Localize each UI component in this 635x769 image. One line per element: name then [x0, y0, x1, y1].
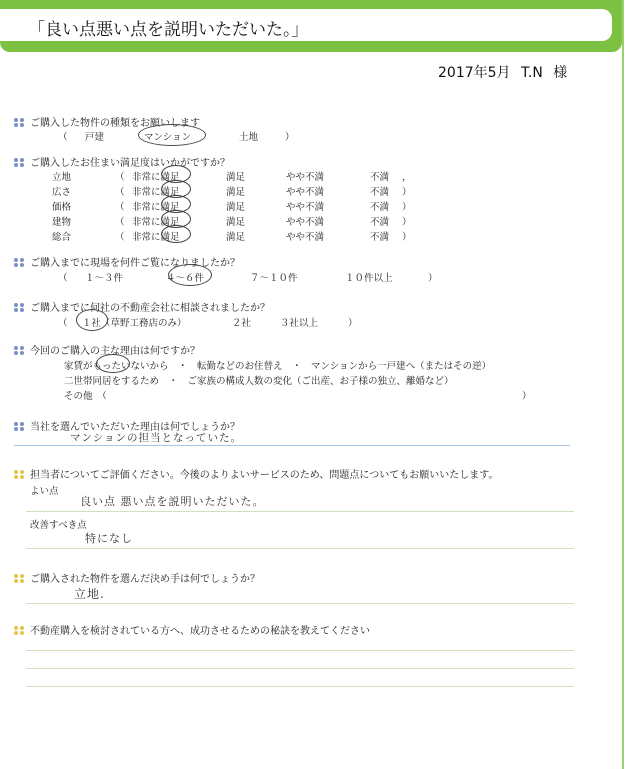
- question-advice: [14, 622, 370, 637]
- question-text: ご購入までに現場を何件ご覧になりましたか？: [30, 258, 240, 269]
- paren-open: （: [115, 202, 125, 213]
- option-very-satisfied: 非常に満足: [132, 172, 180, 183]
- option-dissatisfied: 不満: [370, 217, 390, 228]
- selection-circle: [161, 225, 191, 243]
- reason-options-line-2: 二世帯同居をするため ・ ご家族の構成人数の変化（ご出産、お子様の独立、離婚など）: [64, 376, 454, 387]
- reason-options-line-1: 家賃がもったいないから ・ 転勤などのお住替え ・ マンションから一戸建へ（またはその逆）: [64, 361, 492, 372]
- bullet-icon: [14, 303, 26, 313]
- option-2-companies: ２社: [232, 318, 252, 329]
- question-text: ご購入した物件の種類をお願いします: [30, 118, 200, 129]
- option-satisfied: 満足: [226, 217, 246, 228]
- bullet-icon: [14, 346, 26, 356]
- improvement-label: 改善すべき点: [30, 520, 87, 531]
- selection-circle: [168, 264, 212, 286]
- answer-line: [26, 548, 574, 549]
- selection-circle: [138, 124, 206, 146]
- option-somewhat-dissatisfied: やや不満: [286, 172, 325, 183]
- row-label: 価格: [52, 202, 72, 213]
- handwritten-answer: 特になし: [85, 532, 133, 545]
- paren-open: （: [58, 318, 68, 329]
- paren-close: ）: [402, 202, 412, 213]
- question-text: 担当者についてご評価ください。今後のよりよいサービスのため、問題点についてもお願いいたします。: [30, 470, 499, 481]
- right-border: [622, 0, 624, 769]
- answer-line: [14, 445, 570, 446]
- paren-close: ）: [285, 132, 295, 143]
- paren-close: ）: [402, 187, 412, 198]
- good-points-label: よい点: [30, 486, 59, 497]
- page-title: 「良い点悪い点を説明いただいた。」: [28, 20, 309, 40]
- paren-close: ）: [402, 217, 412, 228]
- survey-date: 2017年5月: [438, 65, 511, 81]
- bullet-icon: [14, 470, 26, 480]
- row-label: 建物: [52, 217, 72, 228]
- option-10-plus: １０件以上: [345, 273, 393, 284]
- paren-open: （: [115, 172, 125, 183]
- honorific: 様: [553, 65, 568, 81]
- reason-other: その他 （: [64, 391, 107, 402]
- option-satisfied: 満足: [226, 232, 246, 243]
- option-1-company: １社（草野工務店のみ）: [82, 318, 187, 329]
- answer-line: [26, 511, 574, 512]
- bullet-icon: [14, 258, 26, 268]
- bullet-icon: [14, 158, 26, 168]
- paren-close: ）: [428, 273, 438, 284]
- question-text: ご購入された物件を選んだ決め手は何でしょうか？: [30, 574, 260, 585]
- question-satisfaction: [14, 154, 230, 169]
- question-text: ご購入までに何社の不動産会社に相談されましたか？: [30, 303, 270, 314]
- answer-line: [26, 603, 574, 604]
- option-very-satisfied: 非常に満足: [132, 217, 180, 228]
- row-label: 立地: [52, 172, 72, 183]
- paren-open: （: [58, 132, 68, 143]
- question-text: ご購入したお住まい満足度はいかがですか？: [30, 158, 230, 169]
- selection-circle: [76, 309, 108, 331]
- handwritten-answer: 立地.: [74, 587, 105, 601]
- paren-close: ）: [522, 391, 532, 402]
- paren-close: ，: [402, 172, 412, 183]
- option-4-6: ４～６件: [166, 273, 205, 284]
- title-banner: [0, 0, 622, 52]
- option-somewhat-dissatisfied: やや不満: [286, 187, 325, 198]
- bullet-icon: [14, 422, 26, 432]
- question-agencies: [14, 299, 270, 314]
- paren-close: ）: [348, 318, 358, 329]
- option-somewhat-dissatisfied: やや不満: [286, 232, 325, 243]
- option-satisfied: 満足: [226, 202, 246, 213]
- paren-open: （: [115, 187, 125, 198]
- question-text: 今回のご購入の主な理由は何ですか？: [30, 346, 200, 357]
- option-dissatisfied: 不満: [370, 202, 390, 213]
- selection-circle: [96, 354, 130, 373]
- option-somewhat-dissatisfied: やや不満: [286, 217, 325, 228]
- paren-open: （: [115, 232, 125, 243]
- bullet-icon: [14, 626, 26, 636]
- question-staff-evaluation: [14, 466, 498, 481]
- option-land: 土地: [239, 132, 259, 143]
- option-1-3: １～３件: [85, 273, 124, 284]
- option-mansion: マンション: [144, 132, 192, 143]
- option-satisfied: 満足: [226, 172, 246, 183]
- option-dissatisfied: 不満: [370, 172, 390, 183]
- answer-line: [26, 686, 574, 687]
- handwritten-answer: マンションの担当となっていた。: [70, 432, 243, 444]
- paren-close: ）: [402, 232, 412, 243]
- answer-line: [26, 650, 574, 651]
- handwritten-answer: 良い点 悪い点を説明いただいた。: [80, 495, 265, 508]
- option-very-satisfied: 非常に満足: [132, 187, 180, 198]
- title-banner-inner: [0, 9, 612, 41]
- question-text: 当社を選んでいただいた理由は何でしょうか？: [30, 422, 240, 433]
- option-7-10: ７～１０件: [250, 273, 298, 284]
- option-dissatisfied: 不満: [370, 232, 390, 243]
- bullet-icon: [14, 118, 26, 128]
- option-dissatisfied: 不満: [370, 187, 390, 198]
- date-name-line: [438, 62, 573, 82]
- answer-line: [26, 668, 574, 669]
- option-very-satisfied: 非常に満足: [132, 202, 180, 213]
- paren-open: （: [115, 217, 125, 228]
- bullet-icon: [14, 574, 26, 584]
- option-3-plus: ３社以上: [280, 318, 319, 329]
- row-label: 総合: [52, 232, 72, 243]
- option-somewhat-dissatisfied: やや不満: [286, 202, 325, 213]
- customer-name: T.N: [521, 65, 543, 81]
- option-detached-house: 戸建: [85, 132, 105, 143]
- option-very-satisfied: 非常に満足: [132, 232, 180, 243]
- row-label: 広さ: [52, 187, 72, 198]
- question-text: 不動産購入を検討されている方へ、成功させるための秘訣を教えてください: [30, 626, 370, 637]
- option-satisfied: 満足: [226, 187, 246, 198]
- question-deciding-factor: [14, 570, 260, 585]
- paren-open: （: [58, 273, 68, 284]
